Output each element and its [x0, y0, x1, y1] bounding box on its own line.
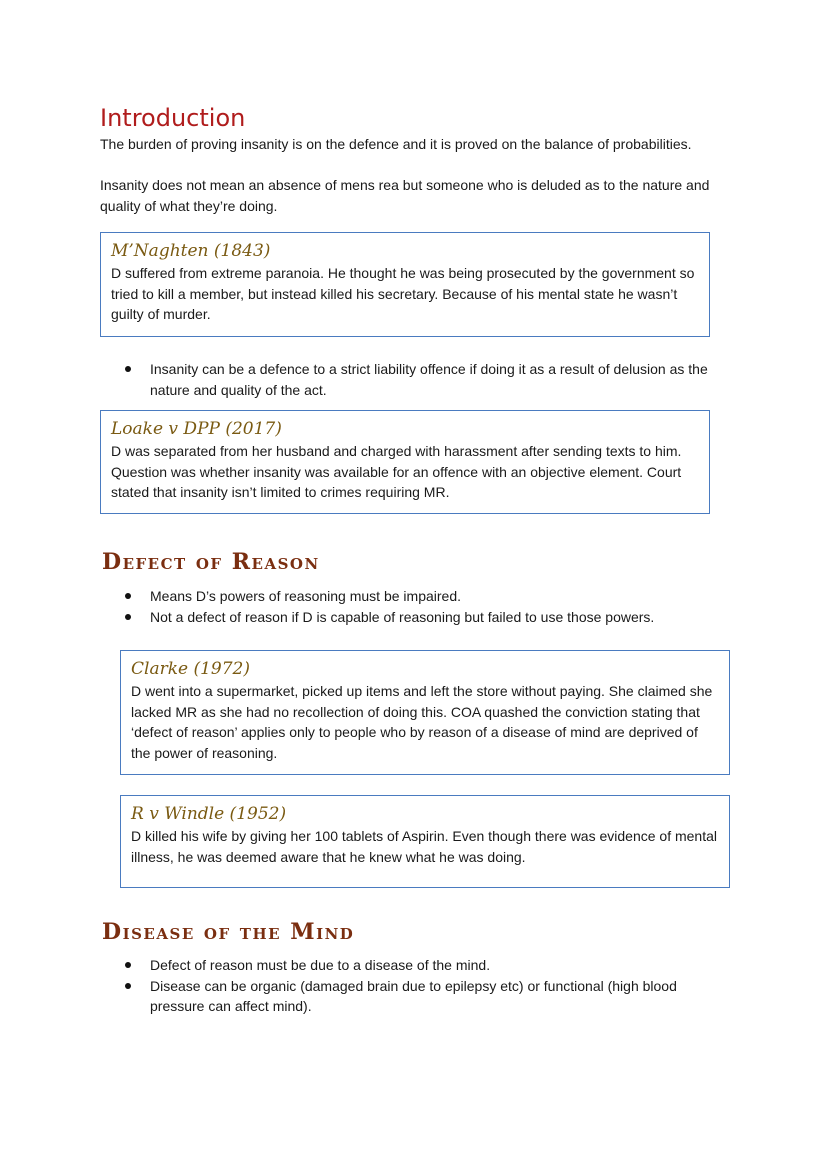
case-body: D went into a supermarket, picked up items and left the store without paying. She claimed she lacked MR as she had no recollection of doing this. COA quashed the conviction stating that ‘defect of reason’ applies only to people who by reason of a disease of mind are deprived of the power of reasoning. [131, 683, 713, 761]
disease-of-mind-bullets [125, 955, 725, 1017]
case-box-loake [100, 410, 710, 514]
case-title: R v Windle (1952) [131, 804, 287, 824]
bullet-dot-icon [125, 614, 131, 620]
list-item: Disease can be organic (damaged brain due to epilepsy etc) or functional (high blood pressure can affect mind). [125, 976, 725, 1017]
intro-heading: Introduction [100, 104, 246, 132]
case-body: D suffered from extreme paranoia. He thought he was being prosecuted by the government so tried to kill a member, but instead killed his secretary. Because of his mental state he wasn’t guilty of murder. [111, 265, 695, 322]
case-box-windle [120, 795, 730, 888]
bullet-dot-icon [125, 962, 131, 968]
disease-of-mind-heading: Disease of the Mind [102, 919, 355, 945]
list-item: Defect of reason must be due to a disease of the mind. [125, 955, 725, 976]
strict-liability-bullets [125, 359, 725, 400]
list-item: Means D’s powers of reasoning must be impaired. [125, 586, 725, 607]
case-body: D killed his wife by giving her 100 tablets of Aspirin. Even though there was evidence of mental illness, he was deemed aware that he knew what he was doing. [131, 828, 717, 865]
bullet-dot-icon [125, 366, 131, 372]
intro-paragraph-mens-rea: Insanity does not mean an absence of mens rea but someone who is deluded as to the nature and quality of what they’re doing. [100, 177, 710, 214]
bullet-dot-icon [125, 593, 131, 599]
defect-of-reason-heading: Defect of Reason [102, 549, 320, 575]
list-item: Insanity can be a defence to a strict liability offence if doing it as a result of delusion as the nature and quality of the act. [125, 359, 725, 400]
list-item: Not a defect of reason if D is capable of reasoning but failed to use those powers. [125, 607, 725, 628]
intro-paragraph-burden: The burden of proving insanity is on the defence and it is proved on the balance of probabilities. [100, 136, 692, 152]
case-title: M’Naghten (1843) [111, 241, 271, 261]
bullet-dot-icon [125, 983, 131, 989]
defect-of-reason-bullets [125, 586, 725, 627]
case-box-clarke [120, 650, 730, 775]
case-box-mnaghten [100, 232, 710, 337]
case-title: Loake v DPP (2017) [111, 419, 282, 439]
case-title: Clarke (1972) [131, 659, 250, 679]
case-body: D was separated from her husband and charged with harassment after sending texts to him. Question was whether insanity was available for an offence with an objective element. Court stated that insanity isn’t limited to crimes requiring MR. [111, 443, 682, 500]
